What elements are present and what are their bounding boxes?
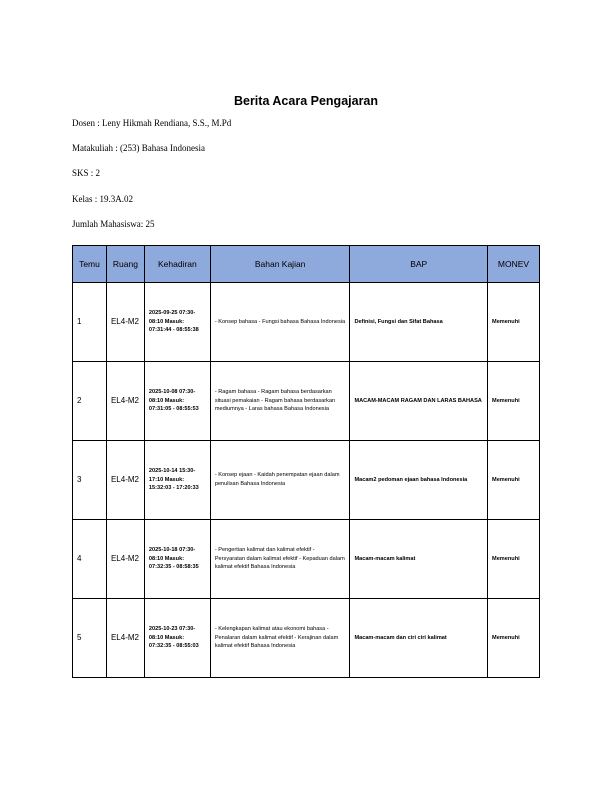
sks-line: SKS : 2 xyxy=(72,168,101,178)
header-bap: BAP xyxy=(350,246,488,283)
cell-bap: MACAM-MACAM RAGAM DAN LARAS BAHASA xyxy=(350,362,488,441)
cell-kehadiran: 2025-10-23 07:30-08:10 Masuk: 07:32:35 - 08:55:03 xyxy=(144,599,210,678)
cell-ruang: EL4-M2 xyxy=(106,599,144,678)
cell-ruang: EL4-M2 xyxy=(106,362,144,441)
cell-temu: 1 xyxy=(73,283,107,362)
cell-monev: Memenuhi xyxy=(488,599,540,678)
cell-ruang: EL4-M2 xyxy=(106,441,144,520)
cell-temu: 4 xyxy=(73,520,107,599)
jumlah-mahasiswa-line: Jumlah Mahasiswa: 25 xyxy=(72,219,155,229)
cell-bap: Macam-macam dan ciri ciri kalimat xyxy=(350,599,488,678)
table-row xyxy=(73,520,540,599)
cell-bahan-kajian: - Konsep ejaan - Kaidah penempatan ejaan dalam penulisan Bahasa Indonesia xyxy=(210,441,350,520)
header-ruang: Ruang xyxy=(106,246,144,283)
table-header-row xyxy=(73,246,540,283)
matakuliah-line: Matakuliah : (253) Bahasa Indonesia xyxy=(72,143,205,153)
cell-monev: Memenuhi xyxy=(488,520,540,599)
cell-bap: Macam2 pedoman ejaan bahasa Indonesia xyxy=(350,441,488,520)
table-row xyxy=(73,362,540,441)
cell-kehadiran: 2025-10-14 15:30-17:10 Masuk: 15:32:03 - 17:20:33 xyxy=(144,441,210,520)
kelas-line: Kelas : 19.3A.02 xyxy=(72,194,133,204)
cell-bahan-kajian: - Konsep bahasa - Fungsi bahasa Bahasa Indonesia xyxy=(210,283,350,362)
table-row xyxy=(73,283,540,362)
attendance-table xyxy=(72,245,540,678)
cell-ruang: EL4-M2 xyxy=(106,283,144,362)
header-temu: Temu xyxy=(73,246,107,283)
cell-bahan-kajian: - Ragam bahasa - Ragam bahasa berdasarkan situasi pemakaian - Ragam bahasa berdasarkan mediumnya - Laras bahasa Bahasa Indonesia xyxy=(210,362,350,441)
cell-bap: Macam-macam kalimat xyxy=(350,520,488,599)
cell-temu: 5 xyxy=(73,599,107,678)
cell-bap: Definisi, Fungsi dan Sifat Bahasa xyxy=(350,283,488,362)
header-monev: MONEV xyxy=(488,246,540,283)
cell-ruang: EL4-M2 xyxy=(106,520,144,599)
header-bahan-kajian: Bahan Kajian xyxy=(210,246,350,283)
cell-monev: Memenuhi xyxy=(488,362,540,441)
cell-temu: 3 xyxy=(73,441,107,520)
header-kehadiran: Kehadiran xyxy=(144,246,210,283)
table-row xyxy=(73,441,540,520)
cell-monev: Memenuhi xyxy=(488,283,540,362)
table-row xyxy=(73,599,540,678)
dosen-line: Dosen : Leny Hikmah Rendiana, S.S., M.Pd xyxy=(72,118,232,128)
cell-kehadiran: 2025-09-25 07:30-08:10 Masuk: 07:31:44 - 08:55:38 xyxy=(144,283,210,362)
cell-kehadiran: 2025-10-18 07:30-08:10 Masuk: 07:32:35 - 08:58:35 xyxy=(144,520,210,599)
cell-bahan-kajian: - Pengertian kalimat dan kalimat efektif - Persyaratan dalam kalimat efektif - Kepaduan dalam kalimat efektif Bahasa Indonesia xyxy=(210,520,350,599)
cell-kehadiran: 2025-10-08 07:30-08:10 Masuk: 07:31:05 - 08:55:53 xyxy=(144,362,210,441)
cell-bahan-kajian: - Kelengkapan kalimat atau ekonomi bahasa - Penalaran dalam kalimat efektif - Kerajinan dalam kalimat efektif Bahasa Indonesia xyxy=(210,599,350,678)
cell-monev: Memenuhi xyxy=(488,441,540,520)
page-title: Berita Acara Pengajaran xyxy=(233,94,379,108)
cell-temu: 2 xyxy=(73,362,107,441)
